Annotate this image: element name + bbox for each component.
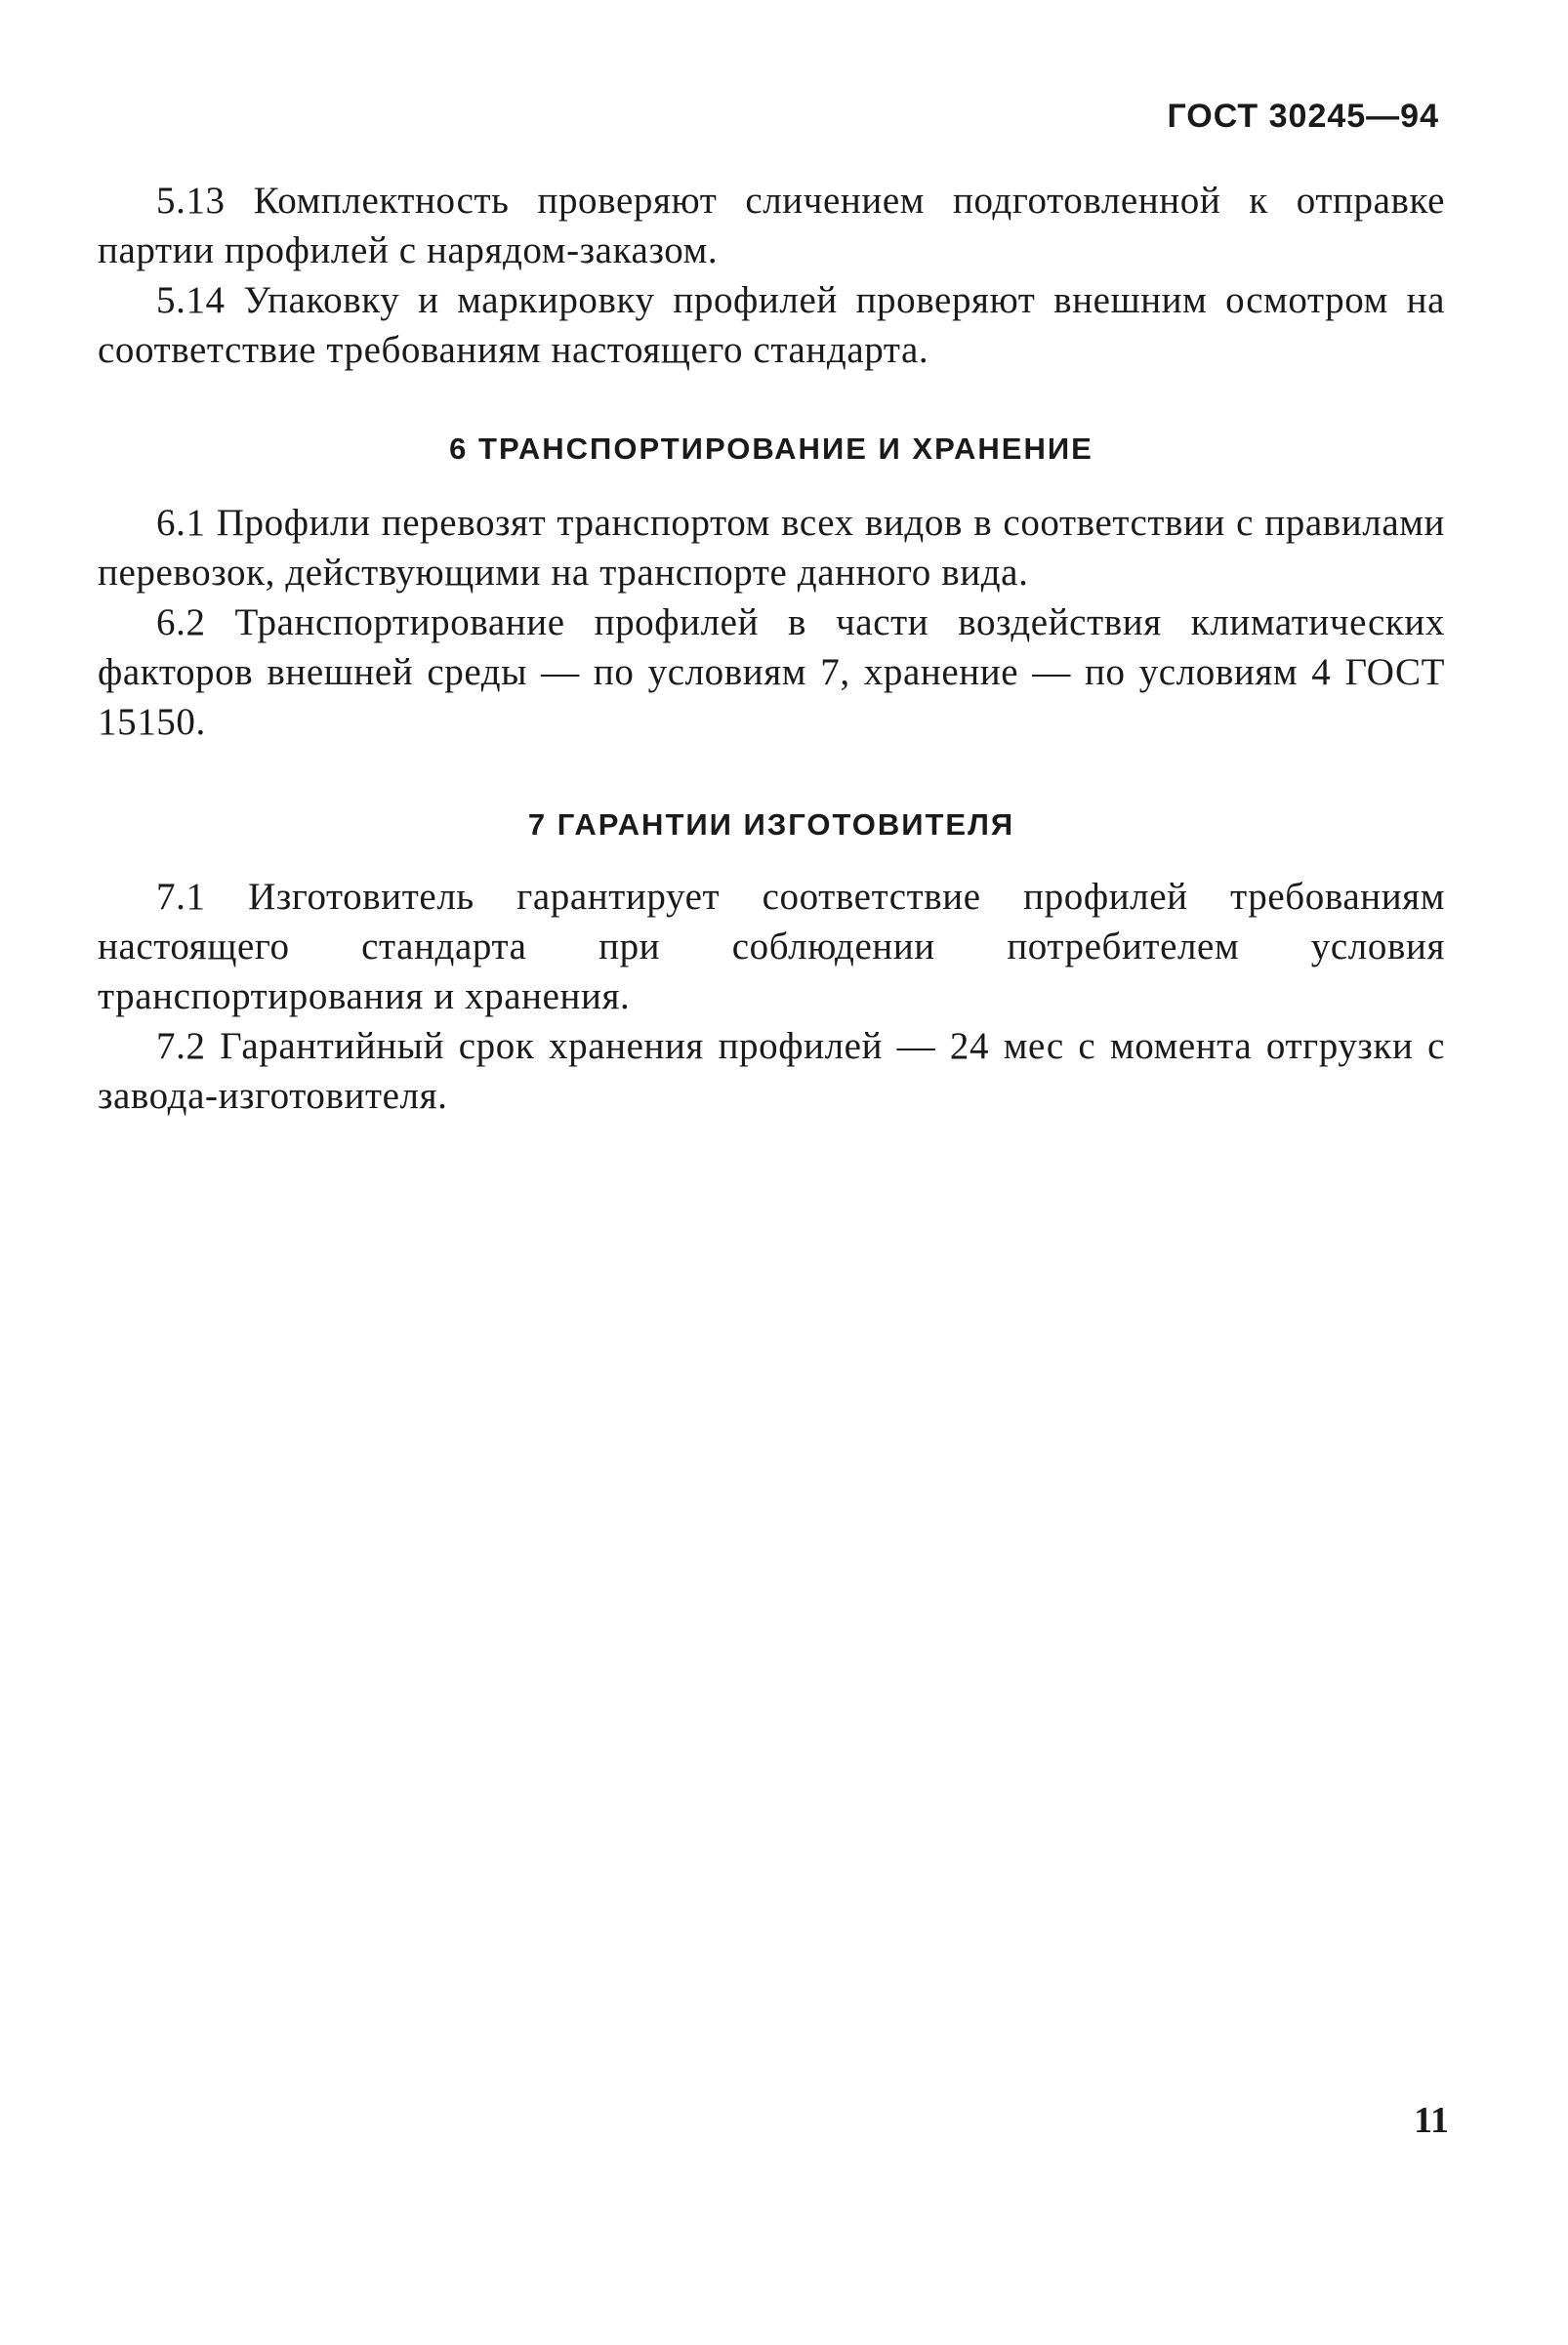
clause-6-2: 6.2 Транспортирование профилей в части воздействия климатических факторов внешней среды — по условиям 7, хранение — по условиям 4 ГОСТ 15150. [98,601,1445,743]
document-body [98,176,1445,1121]
section-6-title: 6 ТРАНСПОРТИРОВАНИЕ И ХРАНЕНИЕ [449,432,1093,466]
clause-5-13: 5.13 Комплектность проверяют сличением подготовленной к отправке партии профилей с нарядом-заказом. [98,180,1445,271]
clause-6-1: 6.1 Профили перевозят транспортом всех видов в соответствии с правилами перевозок, действующими на транспорте данного вида. [98,502,1445,594]
section-7-title: 7 ГАРАНТИИ ИЗГОТОВИТЕЛЯ [527,807,1015,842]
clause-7-1: 7.1 Изготовитель гарантирует соответствие профилей требованиям настоящего стандарта при соблюдении потребителем условия транспортирования и хранения. [98,876,1445,1017]
clause-5-14: 5.14 Упаковку и маркировку профилей проверяют внешним осмотром на соответствие требованиям настоящего стандарта. [98,279,1445,371]
page-number: 11 [1414,2100,1449,2141]
document-header-code: ГОСТ 30245—94 [1167,98,1439,135]
clause-7-2: 7.2 Гарантийный срок хранения профилей — 24 мес с момента отгрузки с завода-изготовителя. [98,1025,1445,1117]
